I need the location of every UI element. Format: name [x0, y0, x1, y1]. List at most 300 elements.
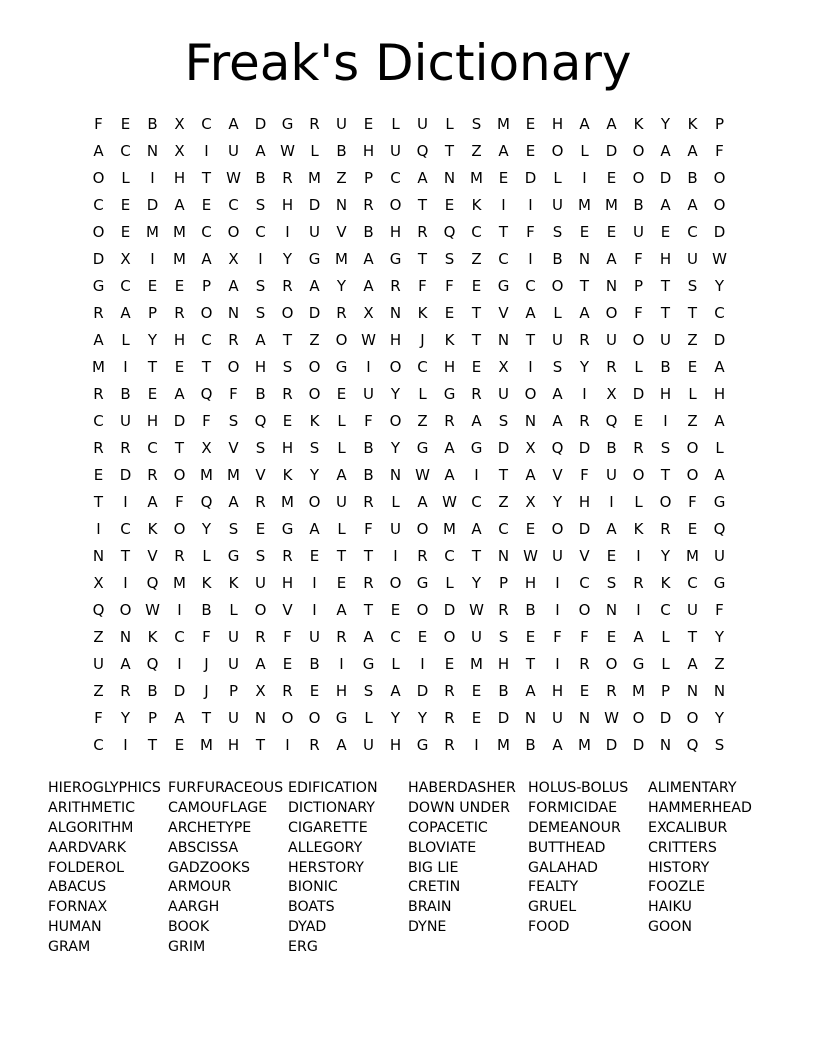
- grid-letter: V: [552, 466, 563, 484]
- word-list-column: [48, 779, 168, 958]
- grid-letter: A: [93, 331, 104, 349]
- grid-letter: W: [442, 493, 457, 511]
- grid-letter: U: [552, 709, 563, 727]
- grid-letter: L: [202, 547, 211, 565]
- grid-letter: L: [337, 520, 346, 538]
- grid-letter: U: [552, 196, 563, 214]
- grid-letter: I: [366, 358, 371, 376]
- grid-letter: A: [363, 250, 374, 268]
- grid-letter: N: [92, 547, 105, 565]
- grid-letter: E: [444, 304, 455, 322]
- grid-letter: N: [389, 466, 402, 484]
- grid-letter: T: [498, 223, 509, 241]
- grid-letter: O: [605, 304, 618, 322]
- grid-letter: F: [418, 277, 427, 295]
- grid-letter: Y: [417, 709, 428, 727]
- grid-letter: B: [255, 385, 266, 403]
- grid-letter: M: [335, 250, 348, 268]
- grid-letter: R: [579, 331, 590, 349]
- grid-letter: H: [281, 439, 294, 457]
- grid-letter: I: [204, 142, 209, 160]
- grid-letter: K: [309, 412, 320, 430]
- grid-letter: S: [309, 439, 320, 457]
- grid-letter: C: [525, 277, 536, 295]
- grid-letter: Q: [416, 142, 429, 160]
- grid-letter: L: [121, 331, 130, 349]
- grid-letter: A: [444, 439, 455, 457]
- grid-letter: O: [281, 304, 294, 322]
- grid-letter: C: [471, 223, 482, 241]
- grid-letter: Y: [309, 466, 320, 484]
- grid-letter: P: [633, 277, 644, 295]
- grid-letter: I: [177, 655, 182, 673]
- grid-letter: R: [390, 277, 401, 295]
- grid-letter: N: [578, 250, 591, 268]
- grid-letter: T: [471, 331, 482, 349]
- grid-letter: V: [579, 547, 590, 565]
- grid-letter: C: [120, 142, 131, 160]
- grid-letter: Y: [714, 628, 725, 646]
- grid-letter: N: [119, 628, 132, 646]
- grid-letter: A: [390, 682, 401, 700]
- grid-letter: C: [93, 412, 104, 430]
- grid-letter: R: [444, 736, 455, 754]
- grid-letter: A: [336, 466, 347, 484]
- grid-letter: H: [227, 736, 240, 754]
- grid-letter: E: [390, 601, 401, 619]
- word-list-column: [528, 779, 648, 958]
- grid-letter: T: [660, 304, 671, 322]
- grid-letter: E: [579, 223, 590, 241]
- word-list-item: EXCALIBUR: [648, 819, 728, 836]
- grid-letter: Q: [200, 385, 213, 403]
- grid-letter: G: [227, 547, 240, 565]
- grid-letter: D: [308, 304, 321, 322]
- grid-letter: Z: [336, 169, 347, 187]
- grid-row: [85, 599, 733, 626]
- grid-letter: K: [444, 331, 455, 349]
- grid-letter: R: [120, 439, 131, 457]
- grid-letter: D: [713, 223, 726, 241]
- word-list-item: BOATS: [288, 899, 335, 916]
- grid-letter: H: [173, 331, 186, 349]
- grid-letter: E: [309, 547, 320, 565]
- grid-letter: M: [227, 466, 240, 484]
- grid-letter: H: [659, 250, 672, 268]
- grid-letter: A: [552, 385, 563, 403]
- grid-letter: U: [552, 331, 563, 349]
- grid-letter: L: [337, 439, 346, 457]
- grid-letter: M: [686, 547, 699, 565]
- grid-letter: I: [285, 223, 290, 241]
- grid-letter: S: [552, 358, 563, 376]
- grid-letter: L: [391, 115, 400, 133]
- grid-letter: A: [120, 304, 131, 322]
- grid-letter: G: [416, 439, 429, 457]
- grid-letter: T: [444, 142, 455, 160]
- grid-letter: T: [174, 439, 185, 457]
- grid-letter: E: [606, 169, 617, 187]
- page-title: Freak's Dictionary: [184, 34, 632, 92]
- grid-letter: B: [606, 439, 617, 457]
- grid-letter: O: [389, 574, 402, 592]
- grid-letter: I: [663, 412, 668, 430]
- grid-letter: F: [283, 628, 292, 646]
- word-list-item: BUTTHEAD: [528, 839, 606, 856]
- grid-letter: D: [605, 142, 618, 160]
- grid-letter: O: [389, 196, 402, 214]
- grid-letter: F: [526, 223, 535, 241]
- word-list-item: FOOZLE: [648, 879, 706, 896]
- grid-letter: Z: [471, 250, 482, 268]
- grid-letter: T: [147, 358, 158, 376]
- word-list-item: DYAD: [288, 919, 327, 936]
- grid-letter: R: [174, 547, 185, 565]
- grid-letter: E: [471, 682, 482, 700]
- grid-letter: Y: [552, 493, 563, 511]
- grid-letter: P: [201, 277, 212, 295]
- grid-letter: I: [123, 493, 128, 511]
- grid-letter: N: [254, 709, 267, 727]
- grid-letter: Z: [93, 628, 104, 646]
- word-search-grid: [85, 113, 733, 761]
- grid-letter: E: [120, 115, 131, 133]
- grid-letter: C: [471, 493, 482, 511]
- grid-letter: L: [580, 142, 589, 160]
- grid-letter: M: [497, 115, 510, 133]
- grid-letter: U: [228, 628, 239, 646]
- grid-letter: X: [255, 682, 266, 700]
- grid-letter: R: [309, 115, 320, 133]
- grid-letter: A: [444, 466, 455, 484]
- grid-letter: T: [525, 655, 536, 673]
- grid-letter: D: [308, 196, 321, 214]
- grid-letter: A: [525, 466, 536, 484]
- grid-letter: I: [474, 736, 479, 754]
- grid-letter: A: [93, 142, 104, 160]
- grid-letter: U: [120, 412, 131, 430]
- grid-letter: O: [632, 331, 645, 349]
- word-list-column: [648, 779, 768, 958]
- grid-letter: I: [150, 169, 155, 187]
- grid-letter: J: [420, 331, 425, 349]
- grid-letter: L: [418, 385, 427, 403]
- grid-letter: O: [173, 466, 186, 484]
- grid-row: [85, 707, 733, 734]
- grid-letter: A: [579, 115, 590, 133]
- grid-letter: S: [228, 412, 239, 430]
- grid-letter: E: [687, 358, 698, 376]
- grid-letter: C: [660, 601, 671, 619]
- grid-letter: A: [228, 115, 239, 133]
- grid-letter: G: [416, 574, 429, 592]
- grid-letter: Y: [579, 358, 590, 376]
- grid-letter: E: [471, 277, 482, 295]
- grid-letter: I: [474, 466, 479, 484]
- word-list-item: ARCHETYPE: [168, 819, 252, 836]
- grid-letter: A: [255, 331, 266, 349]
- grid-letter: A: [471, 412, 482, 430]
- word-list-item: ALGORITHM: [48, 819, 134, 836]
- grid-letter: H: [281, 574, 294, 592]
- grid-letter: P: [147, 304, 158, 322]
- grid-letter: D: [524, 169, 537, 187]
- grid-letter: I: [150, 250, 155, 268]
- grid-letter: O: [389, 358, 402, 376]
- grid-letter: F: [715, 142, 724, 160]
- grid-letter: N: [605, 277, 618, 295]
- grid-letter: A: [714, 412, 725, 430]
- grid-letter: L: [310, 142, 319, 160]
- grid-letter: G: [470, 439, 483, 457]
- grid-letter: R: [606, 358, 617, 376]
- grid-letter: G: [416, 736, 429, 754]
- grid-letter: R: [471, 385, 482, 403]
- grid-letter: R: [444, 709, 455, 727]
- grid-row: [85, 734, 733, 761]
- grid-letter: C: [120, 520, 131, 538]
- grid-letter: T: [363, 547, 374, 565]
- grid-letter: D: [416, 682, 429, 700]
- grid-letter: E: [444, 655, 455, 673]
- grid-letter: H: [146, 412, 159, 430]
- word-list-item: GOON: [648, 919, 692, 936]
- word-list-item: DICTIONARY: [288, 799, 375, 816]
- grid-letter: B: [525, 601, 536, 619]
- grid-letter: T: [660, 277, 671, 295]
- grid-letter: B: [309, 655, 320, 673]
- grid-letter: A: [417, 493, 428, 511]
- grid-letter: M: [92, 358, 105, 376]
- grid-letter: U: [714, 547, 725, 565]
- grid-row: [85, 464, 733, 491]
- grid-letter: T: [498, 466, 509, 484]
- grid-letter: D: [578, 439, 591, 457]
- grid-letter: U: [228, 142, 239, 160]
- grid-row: [85, 572, 733, 599]
- grid-letter: A: [525, 682, 536, 700]
- grid-letter: A: [255, 655, 266, 673]
- grid-letter: Y: [390, 385, 401, 403]
- grid-letter: O: [335, 331, 348, 349]
- grid-letter: V: [336, 223, 347, 241]
- grid-letter: R: [336, 304, 347, 322]
- grid-letter: F: [94, 709, 103, 727]
- grid-letter: L: [364, 709, 373, 727]
- grid-letter: Q: [254, 412, 267, 430]
- grid-letter: F: [634, 304, 643, 322]
- grid-letter: A: [363, 277, 374, 295]
- grid-letter: U: [687, 601, 698, 619]
- grid-letter: K: [282, 466, 293, 484]
- grid-letter: K: [687, 115, 698, 133]
- grid-letter: Z: [714, 655, 725, 673]
- grid-letter: Y: [282, 250, 293, 268]
- word-list-item: GADZOOKS: [168, 859, 250, 876]
- grid-letter: Y: [390, 439, 401, 457]
- grid-letter: W: [604, 709, 619, 727]
- grid-letter: M: [308, 169, 321, 187]
- grid-letter: O: [92, 223, 105, 241]
- grid-letter: S: [255, 196, 266, 214]
- grid-letter: A: [228, 277, 239, 295]
- grid-letter: X: [93, 574, 104, 592]
- grid-letter: W: [523, 547, 538, 565]
- grid-letter: A: [174, 196, 185, 214]
- grid-letter: Y: [714, 709, 725, 727]
- grid-letter: C: [255, 223, 266, 241]
- grid-letter: O: [686, 466, 699, 484]
- grid-letter: D: [605, 736, 618, 754]
- grid-letter: Z: [93, 682, 104, 700]
- word-list-item: CRITTERS: [648, 839, 717, 856]
- grid-letter: S: [714, 736, 725, 754]
- grid-letter: R: [255, 493, 266, 511]
- grid-letter: I: [636, 601, 641, 619]
- grid-letter: T: [687, 628, 698, 646]
- grid-letter: I: [123, 736, 128, 754]
- grid-letter: C: [201, 223, 212, 241]
- grid-letter: E: [255, 520, 266, 538]
- grid-row: [85, 302, 733, 329]
- grid-letter: H: [389, 223, 402, 241]
- grid-letter: R: [309, 736, 320, 754]
- grid-letter: D: [659, 169, 672, 187]
- grid-letter: Y: [714, 277, 725, 295]
- grid-letter: V: [147, 547, 158, 565]
- grid-letter: A: [309, 277, 320, 295]
- grid-letter: B: [201, 601, 212, 619]
- grid-letter: E: [282, 412, 293, 430]
- grid-letter: O: [551, 520, 564, 538]
- grid-letter: F: [364, 412, 373, 430]
- grid-letter: N: [497, 331, 510, 349]
- grid-letter: F: [202, 628, 211, 646]
- grid-letter: C: [498, 250, 509, 268]
- grid-letter: B: [120, 385, 131, 403]
- grid-letter: I: [258, 250, 263, 268]
- grid-letter: I: [420, 655, 425, 673]
- grid-letter: W: [469, 601, 484, 619]
- word-list-item: ABSCISSA: [168, 839, 239, 856]
- grid-letter: B: [525, 736, 536, 754]
- grid-letter: U: [552, 547, 563, 565]
- grid-letter: B: [633, 196, 644, 214]
- word-list-item: CAMOUFLAGE: [168, 799, 268, 816]
- grid-letter: W: [280, 142, 295, 160]
- grid-letter: P: [363, 169, 374, 187]
- grid-letter: M: [146, 223, 159, 241]
- grid-letter: L: [391, 655, 400, 673]
- grid-letter: X: [120, 250, 131, 268]
- grid-letter: S: [255, 277, 266, 295]
- grid-letter: N: [605, 601, 618, 619]
- grid-letter: M: [632, 682, 645, 700]
- grid-letter: U: [309, 628, 320, 646]
- grid-letter: E: [579, 682, 590, 700]
- word-list-item: GRAM: [48, 939, 91, 956]
- grid-letter: Q: [200, 493, 213, 511]
- grid-row: [85, 626, 733, 653]
- grid-letter: E: [444, 196, 455, 214]
- grid-letter: R: [633, 574, 644, 592]
- grid-letter: L: [337, 412, 346, 430]
- word-list-item: ALLEGORY: [288, 839, 363, 856]
- word-list-item: FORNAX: [48, 899, 108, 916]
- grid-letter: E: [363, 115, 374, 133]
- grid-letter: A: [687, 142, 698, 160]
- grid-letter: U: [309, 223, 320, 241]
- grid-letter: Y: [660, 115, 671, 133]
- grid-letter: T: [660, 466, 671, 484]
- grid-letter: E: [525, 520, 536, 538]
- grid-letter: R: [660, 520, 671, 538]
- grid-letter: P: [660, 682, 671, 700]
- grid-letter: O: [389, 412, 402, 430]
- grid-letter: E: [174, 358, 185, 376]
- grid-letter: T: [201, 709, 212, 727]
- grid-letter: U: [336, 115, 347, 133]
- grid-letter: L: [445, 115, 454, 133]
- grid-letter: R: [282, 385, 293, 403]
- word-list: [48, 779, 768, 958]
- grid-letter: M: [578, 196, 591, 214]
- grid-letter: H: [659, 385, 672, 403]
- grid-letter: J: [204, 682, 209, 700]
- grid-letter: T: [363, 601, 374, 619]
- grid-letter: V: [282, 601, 293, 619]
- word-list-item: FOLDEROL: [48, 859, 125, 876]
- grid-letter: H: [389, 736, 402, 754]
- grid-letter: L: [553, 169, 562, 187]
- grid-letter: A: [309, 520, 320, 538]
- grid-letter: O: [578, 601, 591, 619]
- grid-letter: U: [363, 385, 374, 403]
- grid-letter: Y: [660, 547, 671, 565]
- word-list-item: DYNE: [408, 919, 447, 936]
- grid-row: [85, 653, 733, 680]
- grid-letter: G: [281, 520, 294, 538]
- grid-letter: R: [417, 547, 428, 565]
- grid-letter: B: [336, 142, 347, 160]
- grid-letter: G: [92, 277, 105, 295]
- grid-letter: I: [339, 655, 344, 673]
- grid-letter: I: [555, 601, 560, 619]
- word-list-item: GRUEL: [528, 899, 577, 916]
- word-list-item: DEMEANOUR: [528, 819, 621, 836]
- word-list-item: HOLUS-BOLUS: [528, 780, 629, 796]
- grid-letter: T: [93, 493, 104, 511]
- grid-letter: O: [416, 520, 429, 538]
- grid-letter: O: [632, 466, 645, 484]
- grid-letter: D: [92, 250, 105, 268]
- grid-letter: C: [201, 331, 212, 349]
- grid-letter: C: [579, 574, 590, 592]
- grid-row: [85, 545, 733, 572]
- grid-letter: L: [661, 628, 670, 646]
- grid-letter: I: [528, 250, 533, 268]
- word-list-item: BIG LIE: [408, 859, 459, 876]
- grid-letter: O: [173, 520, 186, 538]
- grid-letter: K: [633, 520, 644, 538]
- grid-letter: A: [336, 736, 347, 754]
- grid-letter: I: [582, 385, 587, 403]
- grid-letter: Z: [471, 142, 482, 160]
- grid-letter: E: [606, 223, 617, 241]
- grid-letter: U: [228, 709, 239, 727]
- grid-letter: K: [228, 574, 239, 592]
- grid-letter: O: [551, 277, 564, 295]
